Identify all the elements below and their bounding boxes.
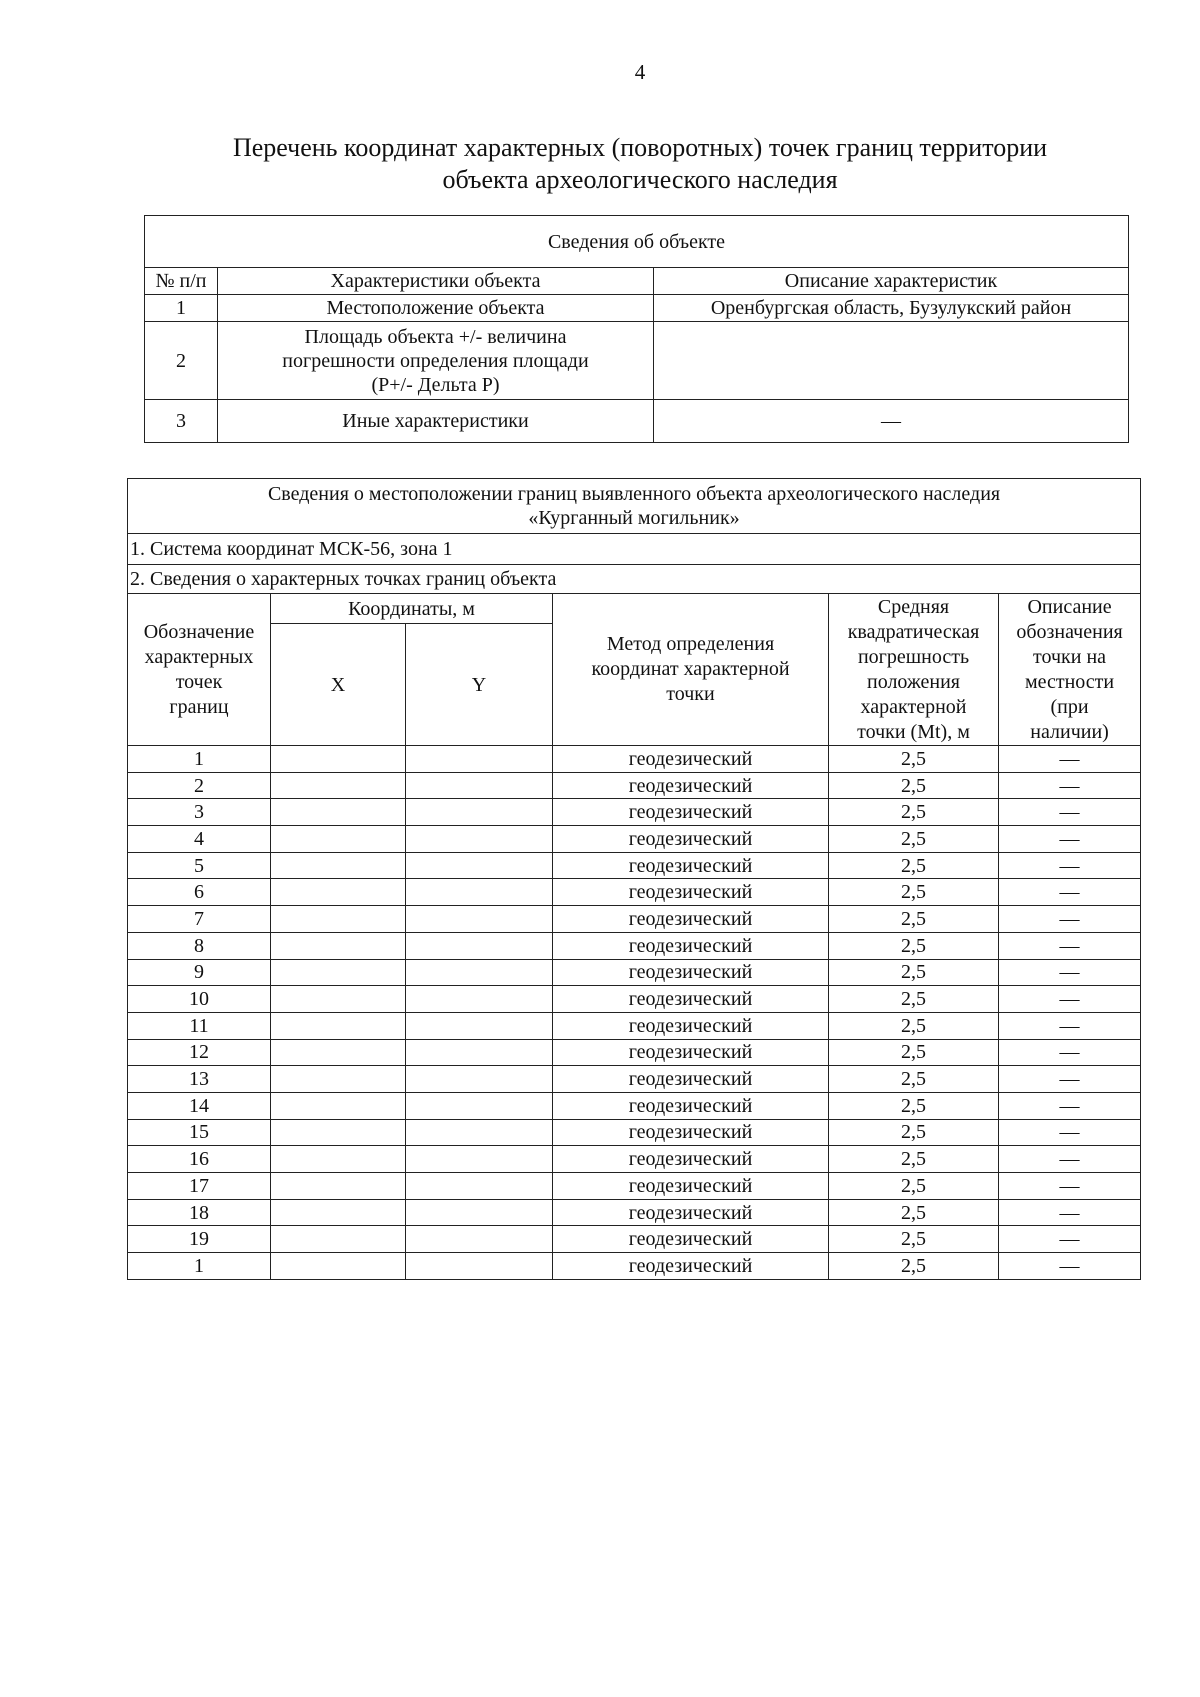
point-designation: 5 xyxy=(128,852,271,879)
point-method: геодезический xyxy=(553,826,829,853)
point-designation: 14 xyxy=(128,1092,271,1119)
object-row-name-line: погрешности определения площади xyxy=(282,349,589,372)
point-method: геодезический xyxy=(553,959,829,986)
point-row xyxy=(128,1092,1141,1119)
object-row-description xyxy=(654,322,1129,400)
point-designation: 10 xyxy=(128,986,271,1013)
point-x xyxy=(271,1119,406,1146)
point-x xyxy=(271,1226,406,1253)
object-row-name: Местоположение объекта xyxy=(218,295,654,322)
point-designation: 4 xyxy=(128,826,271,853)
point-method: геодезический xyxy=(553,1253,829,1280)
header-line: точки (Mt), м xyxy=(857,720,970,743)
point-method: геодезический xyxy=(553,1226,829,1253)
point-description: — xyxy=(999,932,1141,959)
point-y xyxy=(406,906,553,933)
header-line: точек xyxy=(175,670,223,693)
location-header-line-1: Сведения о местоположении границ выявленного объекта археологического наследия xyxy=(267,483,1001,505)
point-designation: 16 xyxy=(128,1146,271,1173)
point-row xyxy=(128,986,1141,1013)
object-info-table xyxy=(144,215,1129,443)
object-row-number: 3 xyxy=(145,400,218,443)
point-x xyxy=(271,772,406,799)
point-method: геодезический xyxy=(553,1146,829,1173)
point-method: геодезический xyxy=(553,746,829,773)
point-designation: 6 xyxy=(128,879,271,906)
point-error: 2,5 xyxy=(829,746,999,773)
point-method: геодезический xyxy=(553,879,829,906)
header-line: (при xyxy=(1050,695,1089,718)
point-description: — xyxy=(999,772,1141,799)
point-error: 2,5 xyxy=(829,986,999,1013)
point-designation: 1 xyxy=(128,746,271,773)
point-description: — xyxy=(999,1226,1141,1253)
point-x xyxy=(271,959,406,986)
point-description: — xyxy=(999,1199,1141,1226)
point-row xyxy=(128,1066,1141,1093)
point-y xyxy=(406,826,553,853)
point-row xyxy=(128,852,1141,879)
page-number: 4 xyxy=(634,60,646,84)
point-designation: 3 xyxy=(128,799,271,826)
col-method-header xyxy=(553,594,829,746)
point-row xyxy=(128,1146,1141,1173)
point-x xyxy=(271,826,406,853)
header-line: точки xyxy=(666,683,715,705)
point-row xyxy=(128,826,1141,853)
point-error: 2,5 xyxy=(829,852,999,879)
point-method: геодезический xyxy=(553,799,829,826)
page-title-line-1: Перечень координат характерных (поворотных) точек границ территории xyxy=(232,133,1048,162)
point-row xyxy=(128,959,1141,986)
col-characteristic-header: Характеристики объекта xyxy=(218,268,654,295)
point-x xyxy=(271,1253,406,1280)
point-x xyxy=(271,746,406,773)
point-x xyxy=(271,1173,406,1200)
point-error: 2,5 xyxy=(829,1012,999,1039)
point-x xyxy=(271,1199,406,1226)
header-line: координат характерной xyxy=(591,658,790,680)
point-error: 2,5 xyxy=(829,1199,999,1226)
point-error: 2,5 xyxy=(829,1039,999,1066)
point-designation: 9 xyxy=(128,959,271,986)
point-method: геодезический xyxy=(553,852,829,879)
location-header xyxy=(128,479,1141,534)
point-description: — xyxy=(999,1173,1141,1200)
header-line: погрешность xyxy=(857,645,970,668)
point-description: — xyxy=(999,852,1141,879)
object-row-name-line: Площадь объекта +/- величина xyxy=(304,325,567,348)
col-description-header: Описание характеристик xyxy=(654,268,1129,295)
point-y xyxy=(406,1173,553,1200)
point-method: геодезический xyxy=(553,986,829,1013)
col-designation-header xyxy=(128,594,271,746)
point-method: геодезический xyxy=(553,1012,829,1039)
header-line: границ xyxy=(169,695,229,718)
point-description: — xyxy=(999,986,1141,1013)
point-row xyxy=(128,772,1141,799)
point-y xyxy=(406,1039,553,1066)
point-designation: 8 xyxy=(128,932,271,959)
page-title xyxy=(150,132,1130,196)
point-designation: 13 xyxy=(128,1066,271,1093)
point-method: геодезический xyxy=(553,1092,829,1119)
point-description: — xyxy=(999,1119,1141,1146)
header-line: характерной xyxy=(860,695,967,718)
point-method: геодезический xyxy=(553,1199,829,1226)
point-description: — xyxy=(999,826,1141,853)
point-error: 2,5 xyxy=(829,1066,999,1093)
point-row xyxy=(128,932,1141,959)
point-method: геодезический xyxy=(553,1066,829,1093)
point-error: 2,5 xyxy=(829,1253,999,1280)
point-method: геодезический xyxy=(553,906,829,933)
coordinate-system: 1. Система координат МСК-56, зона 1 xyxy=(128,534,1141,565)
object-row xyxy=(145,322,1129,400)
point-designation: 12 xyxy=(128,1039,271,1066)
point-method: геодезический xyxy=(553,772,829,799)
col-description-header xyxy=(999,594,1141,746)
point-method: геодезический xyxy=(553,932,829,959)
point-designation: 1 xyxy=(128,1253,271,1280)
point-y xyxy=(406,772,553,799)
point-row xyxy=(128,799,1141,826)
point-error: 2,5 xyxy=(829,879,999,906)
col-number-header: № п/п xyxy=(145,268,218,295)
point-x xyxy=(271,879,406,906)
point-error: 2,5 xyxy=(829,906,999,933)
header-line: местности xyxy=(1024,670,1115,693)
points-section-header: 2. Сведения о характерных точках границ объекта xyxy=(128,565,1141,594)
point-x xyxy=(271,906,406,933)
header-line: квадратическая xyxy=(847,620,980,643)
point-row xyxy=(128,1012,1141,1039)
point-row xyxy=(128,746,1141,773)
point-description: — xyxy=(999,906,1141,933)
point-row xyxy=(128,1199,1141,1226)
point-error: 2,5 xyxy=(829,1092,999,1119)
col-coordinates-header: Координаты, м xyxy=(271,594,553,624)
point-y xyxy=(406,1226,553,1253)
point-designation: 11 xyxy=(128,1012,271,1039)
point-error: 2,5 xyxy=(829,959,999,986)
point-description: — xyxy=(999,799,1141,826)
point-designation: 17 xyxy=(128,1173,271,1200)
point-y xyxy=(406,1119,553,1146)
object-info-header: Сведения об объекте xyxy=(145,216,1129,268)
header-line: Описание xyxy=(1027,595,1112,618)
point-y xyxy=(406,1092,553,1119)
point-description: — xyxy=(999,1146,1141,1173)
point-y xyxy=(406,1066,553,1093)
point-x xyxy=(271,799,406,826)
point-y xyxy=(406,959,553,986)
point-y xyxy=(406,986,553,1013)
point-row xyxy=(128,906,1141,933)
object-row-number: 1 xyxy=(145,295,218,322)
point-y xyxy=(406,1012,553,1039)
point-designation: 19 xyxy=(128,1226,271,1253)
point-row xyxy=(128,879,1141,906)
point-designation: 15 xyxy=(128,1119,271,1146)
point-x xyxy=(271,1012,406,1039)
col-error-header xyxy=(829,594,999,746)
point-description: — xyxy=(999,959,1141,986)
point-y xyxy=(406,746,553,773)
point-y xyxy=(406,799,553,826)
point-y xyxy=(406,1253,553,1280)
header-line: Обозначение xyxy=(143,620,255,643)
header-line: точки на xyxy=(1033,645,1107,668)
object-row xyxy=(145,295,1129,322)
object-row-description: — xyxy=(654,400,1129,443)
object-row-name xyxy=(218,322,654,400)
header-line: характерных xyxy=(144,645,254,668)
point-description: — xyxy=(999,1092,1141,1119)
point-error: 2,5 xyxy=(829,1146,999,1173)
page-title-line-2: объекта археологического наследия xyxy=(442,165,838,194)
point-x xyxy=(271,932,406,959)
point-y xyxy=(406,879,553,906)
point-y xyxy=(406,932,553,959)
header-line: Метод определения xyxy=(606,633,775,655)
point-error: 2,5 xyxy=(829,826,999,853)
point-error: 2,5 xyxy=(829,772,999,799)
point-x xyxy=(271,1039,406,1066)
header-line: положения xyxy=(867,670,960,693)
point-y xyxy=(406,852,553,879)
point-error: 2,5 xyxy=(829,1119,999,1146)
object-row-number: 2 xyxy=(145,322,218,400)
point-method: геодезический xyxy=(553,1119,829,1146)
point-row xyxy=(128,1253,1141,1280)
point-x xyxy=(271,1146,406,1173)
point-description: — xyxy=(999,746,1141,773)
col-x-header: X xyxy=(271,624,406,746)
point-x xyxy=(271,986,406,1013)
point-description: — xyxy=(999,879,1141,906)
point-row xyxy=(128,1226,1141,1253)
object-row-name-line: (P+/- Дельта P) xyxy=(371,373,500,396)
point-row xyxy=(128,1039,1141,1066)
point-error: 2,5 xyxy=(829,1226,999,1253)
object-row-description: Оренбургская область, Бузулукский район xyxy=(654,295,1129,322)
point-error: 2,5 xyxy=(829,799,999,826)
header-line: Средняя xyxy=(877,595,950,618)
point-method: геодезический xyxy=(553,1039,829,1066)
point-y xyxy=(406,1199,553,1226)
point-designation: 18 xyxy=(128,1199,271,1226)
location-header-line-2: «Курганный могильник» xyxy=(528,507,740,529)
point-row xyxy=(128,1119,1141,1146)
point-y xyxy=(406,1146,553,1173)
point-designation: 2 xyxy=(128,772,271,799)
point-error: 2,5 xyxy=(829,1173,999,1200)
point-description: — xyxy=(999,1253,1141,1280)
point-description: — xyxy=(999,1066,1141,1093)
point-method: геодезический xyxy=(553,1173,829,1200)
header-line: обозначения xyxy=(1016,620,1123,643)
point-error: 2,5 xyxy=(829,932,999,959)
point-description: — xyxy=(999,1012,1141,1039)
col-y-header: Y xyxy=(406,624,553,746)
object-row-name: Иные характеристики xyxy=(218,400,654,443)
point-x xyxy=(271,1092,406,1119)
point-row xyxy=(128,1173,1141,1200)
object-row xyxy=(145,400,1129,443)
point-description: — xyxy=(999,1039,1141,1066)
header-line: наличии) xyxy=(1030,720,1109,743)
point-x xyxy=(271,852,406,879)
point-x xyxy=(271,1066,406,1093)
boundary-points-table xyxy=(127,478,1141,1280)
point-designation: 7 xyxy=(128,906,271,933)
